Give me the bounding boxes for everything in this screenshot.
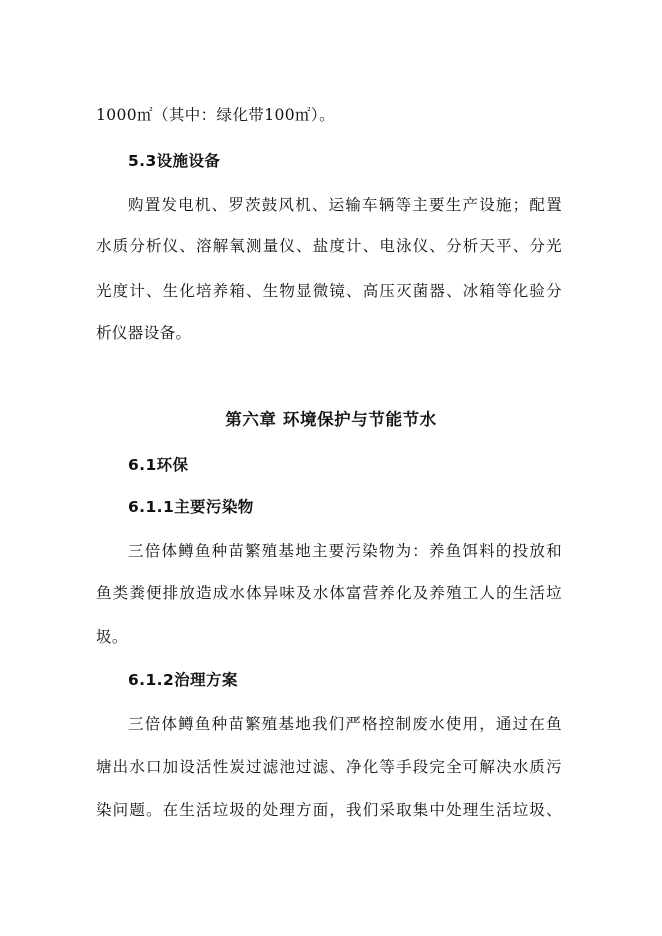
section-6-1-1-heading: 6.1.1主要污染物	[128, 498, 254, 516]
treatment-paragraph-line-1: 三倍体鳟鱼种苗繁殖基地我们严格控制废水使用，通过在鱼	[128, 715, 562, 733]
pollutants-paragraph-line-3: 圾。	[96, 628, 128, 646]
chapter-6-title: 第六章 环境保护与节能节水	[225, 410, 437, 429]
equipment-paragraph-line-3: 光度计、生化培养箱、生物显微镜、高压灭菌器、冰箱等化验分	[96, 282, 562, 300]
treatment-paragraph-line-3: 染问题。在生活垃圾的处理方面，我们采取集中处理生活垃圾、	[96, 801, 562, 819]
pollutants-paragraph-line-1: 三倍体鳟鱼种苗繁殖基地主要污染物为：养鱼饵料的投放和	[128, 542, 562, 560]
equipment-paragraph-line-2: 水质分析仪、溶解氧测量仪、盐度计、电泳仪、分析天平、分光	[96, 237, 562, 255]
section-6-1-heading: 6.1环保	[128, 456, 189, 474]
treatment-paragraph-line-2: 塘出水口加设活性炭过滤池过滤、净化等手段完全可解决水质污	[96, 758, 562, 776]
area-paragraph-line: 1000㎡（其中：绿化带100㎡）。	[96, 106, 335, 124]
section-5-3-heading: 5.3设施设备	[128, 152, 221, 170]
section-6-1-2-heading: 6.1.2治理方案	[128, 671, 238, 689]
pollutants-paragraph-line-2: 鱼类粪便排放造成水体异味及水体富营养化及养殖工人的生活垃	[96, 584, 562, 602]
equipment-paragraph-line-1: 购置发电机、罗茨鼓风机、运输车辆等主要生产设施；配置	[128, 196, 562, 214]
equipment-paragraph-line-4: 析仪器设备。	[96, 324, 192, 342]
